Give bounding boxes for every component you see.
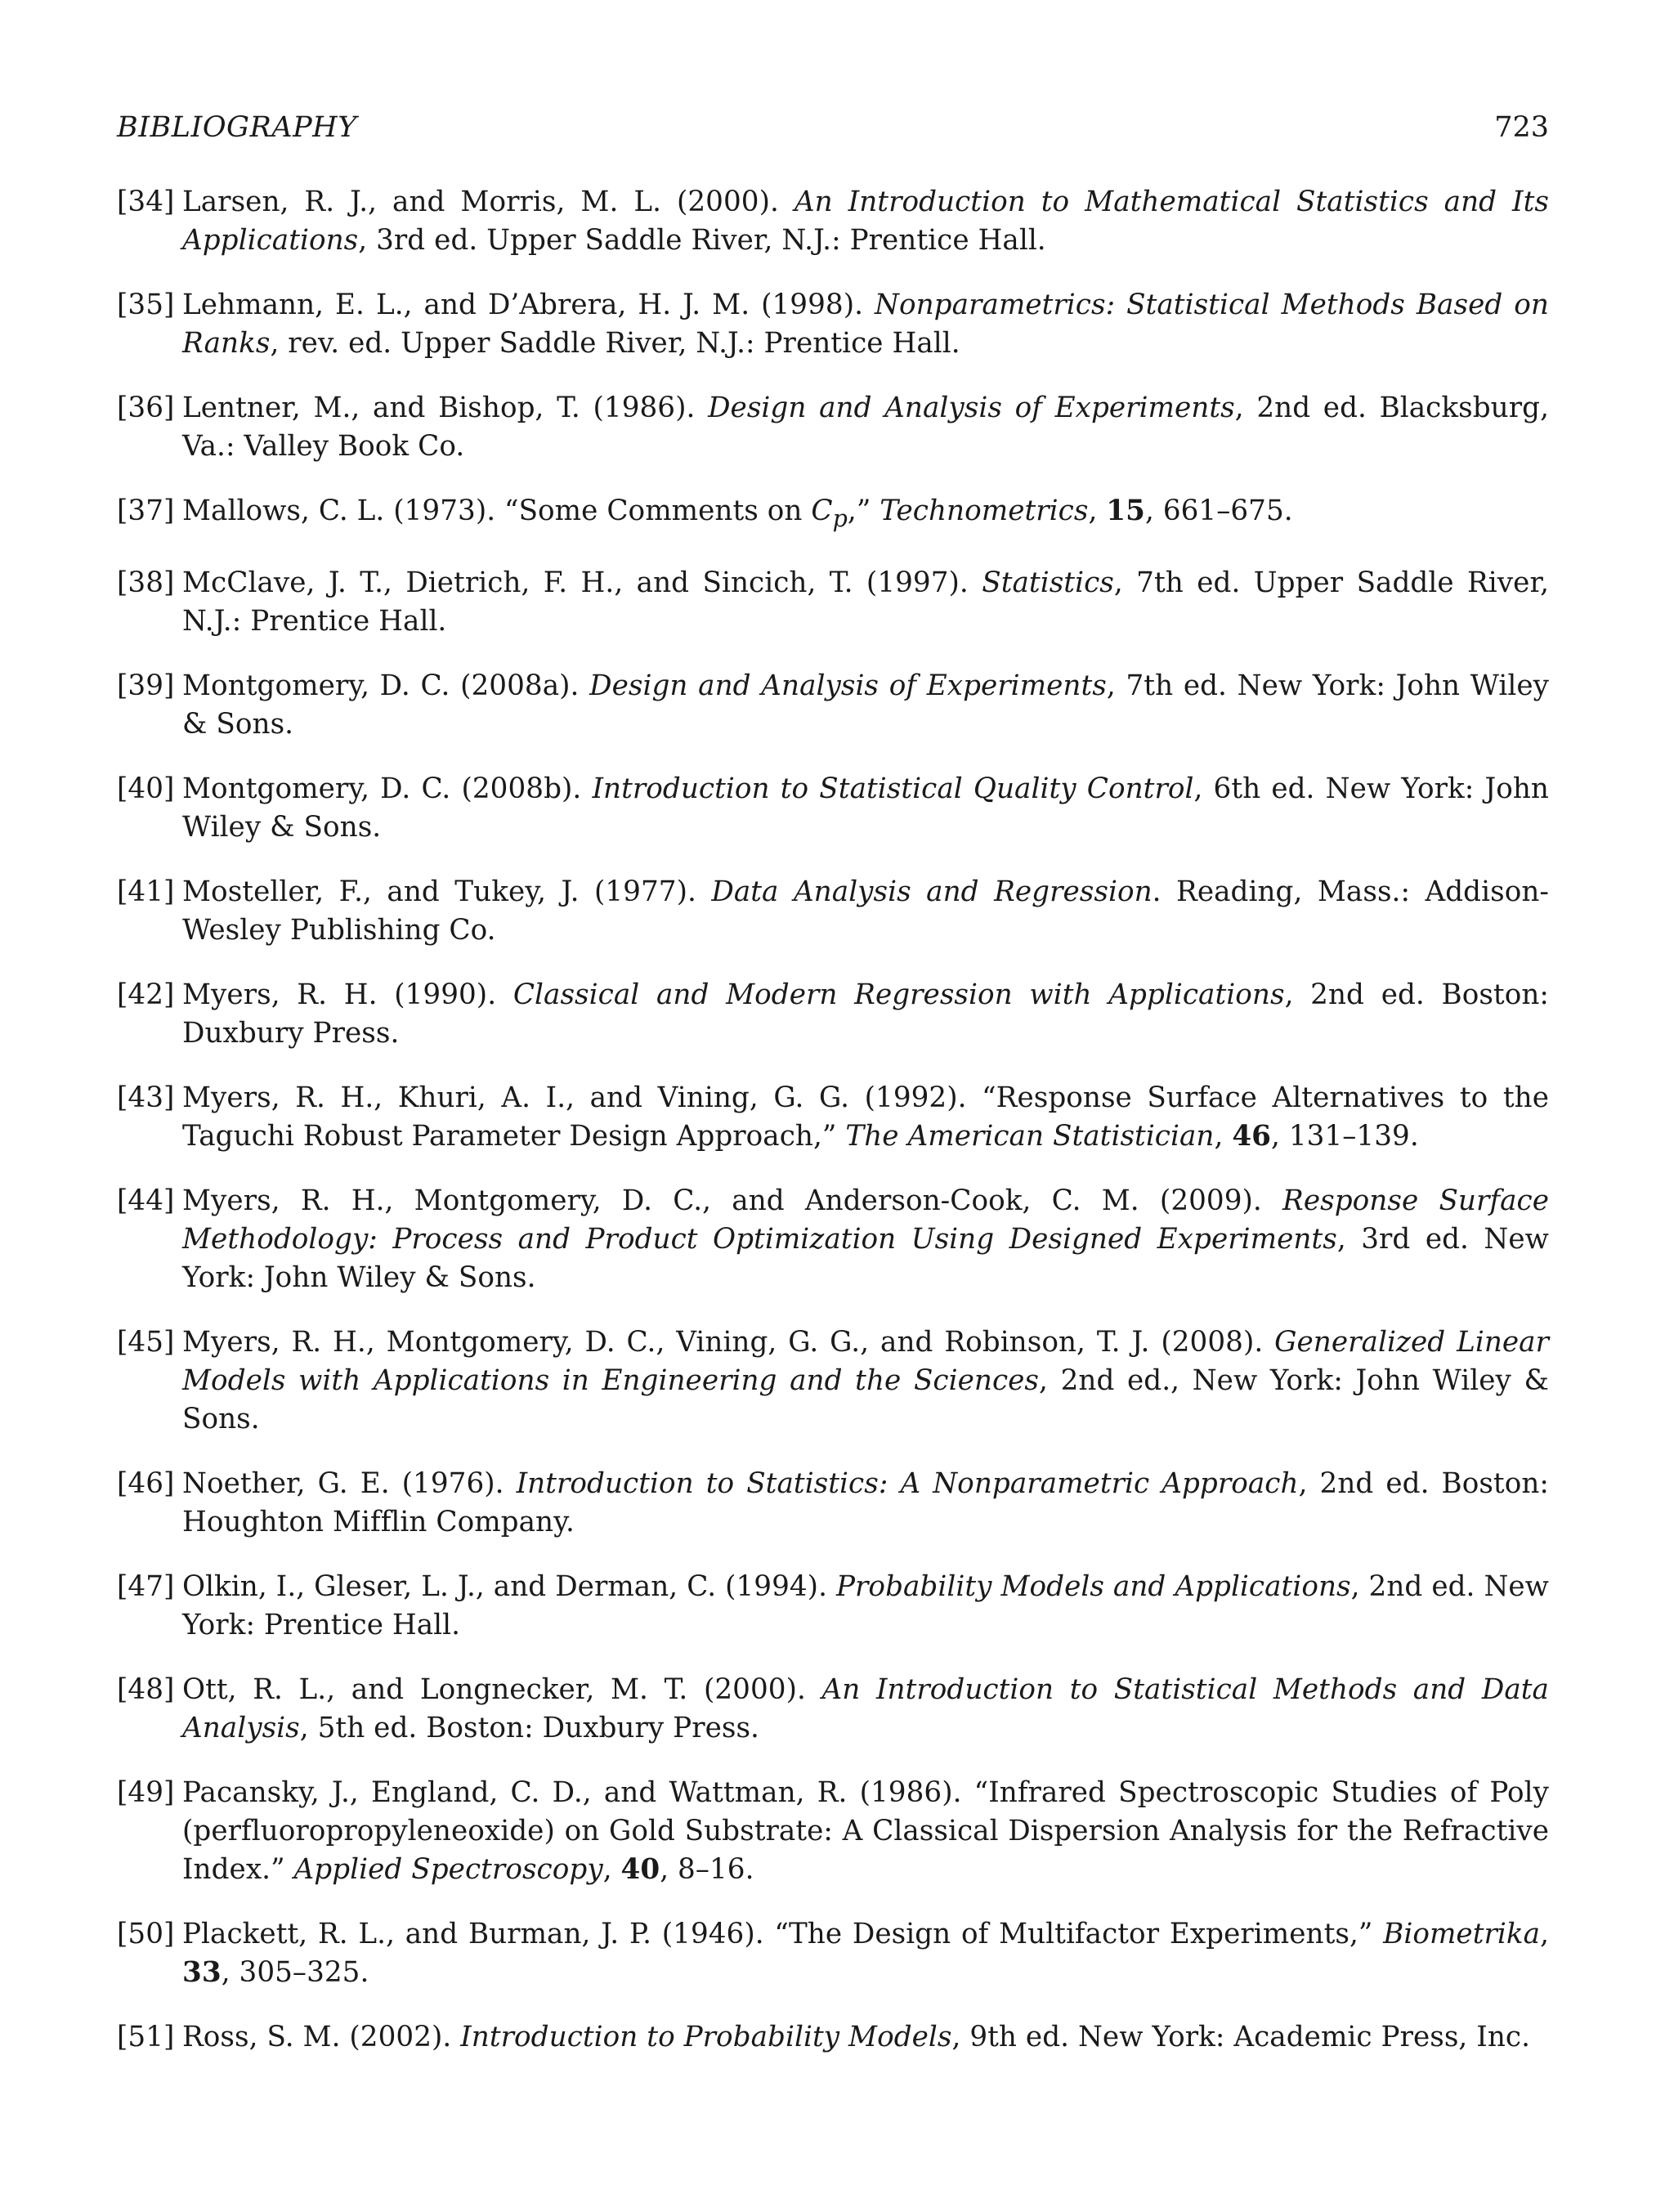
reference-segment: Plackett, R. L., and Burman, J. P. (1946). “The Design of Multifactor Experiments,” (182, 1917, 1384, 1950)
reference-segment: , 131–139. (1271, 1119, 1419, 1153)
reference-segment: Montgomery, D. C. (2008a). (182, 669, 590, 702)
reference-entry (117, 1465, 1549, 1542)
reference-segment: , 7th ed. Upper Saddle River, N.J.: Prentice Hall. (182, 566, 1549, 638)
reference-text (182, 186, 1549, 257)
reference-segment: . Reading, Mass.: Addison-Wesley Publishing Co. (182, 875, 1549, 947)
reference-entry (117, 667, 1549, 744)
reference-text (182, 1326, 1549, 1435)
italic-title: C (811, 495, 833, 527)
reference-entry (117, 1915, 1549, 1992)
italic-title: An Introduction to Statistical Methods and Data Analysis (182, 1672, 1549, 1744)
reference-text (182, 495, 1293, 532)
italic-title: Probability Models and Applications (835, 1569, 1351, 1603)
reference-segment: Pacansky, J., England, C. D., and Wattman, R. (1986). “Infrared Spectroscopic Studies of Poly (perfluoropropyleneoxide) on Gold Substrate: A Classical Dispersion Analysis for the Refractive Index.” (182, 1775, 1549, 1886)
reference-text (182, 772, 1549, 844)
reference-number: [46] (117, 1466, 175, 1500)
reference-segment: , 8–16. (660, 1852, 754, 1886)
reference-entry (117, 389, 1549, 466)
reference-entry (117, 1568, 1549, 1645)
reference-entry (117, 2018, 1549, 2057)
reference-segment: Ross, S. M. (2002). (182, 2020, 461, 2053)
reference-number: [37] (117, 495, 175, 527)
reference-entry (117, 873, 1549, 950)
reference-number: [50] (117, 1917, 175, 1950)
reference-number: [36] (117, 392, 175, 424)
reference-segment: , 2nd ed., New York: John Wiley & Sons. (182, 1363, 1549, 1435)
reference-entry (117, 1323, 1549, 1439)
reference-entry (117, 976, 1549, 1053)
italic-title: Response Surface Methodology: Process and Product Optimization Using Designed Experiments (182, 1184, 1549, 1256)
reference-text (182, 2021, 1530, 2053)
reference-segment: Mallows, C. L. (1973). “Some Comments on (182, 495, 812, 527)
reference-text (182, 1776, 1549, 1886)
italic-title: Statistics (982, 566, 1114, 599)
reference-text (182, 1184, 1549, 1294)
reference-number: [48] (117, 1672, 175, 1706)
reference-entry (117, 1774, 1549, 1889)
reference-segment: , 9th ed. New York: Academic Press, Inc. (951, 2020, 1530, 2053)
reference-text (182, 1673, 1549, 1744)
volume-number: 46 (1232, 1119, 1272, 1153)
subscript-text: p (832, 504, 848, 532)
reference-text (182, 289, 1549, 360)
reference-segment: , 3rd ed. New York: John Wiley & Sons. (182, 1222, 1549, 1294)
italic-title: Introduction to Statistical Quality Control (592, 772, 1194, 805)
reference-number: [51] (117, 2020, 175, 2053)
reference-text (182, 1918, 1549, 1989)
italic-title: Generalized Linear Models with Applications in Engineering and the Sciences (182, 1325, 1549, 1397)
reference-number: [47] (117, 1569, 175, 1603)
reference-text (182, 1570, 1549, 1641)
italic-title: The American Statistician (845, 1119, 1215, 1153)
italic-title: Data Analysis and Regression (711, 875, 1153, 908)
reference-segment: ,” (847, 495, 880, 527)
reference-segment: Montgomery, D. C. (2008b). (182, 772, 593, 805)
reference-entry (117, 183, 1549, 260)
reference-segment: , rev. ed. Upper Saddle River, N.J.: Prentice Hall. (270, 327, 960, 360)
reference-list (117, 183, 1549, 2057)
reference-segment: , 2nd ed. New York: Prentice Hall. (182, 1569, 1549, 1641)
italic-title: Introduction to Probability Models (460, 2020, 952, 2053)
reference-segment: Ott, R. L., and Longnecker, M. T. (2000). (182, 1672, 822, 1706)
reference-number: [43] (117, 1081, 175, 1114)
reference-number: [42] (117, 978, 175, 1011)
reference-entry (117, 564, 1549, 641)
italic-title: Introduction to Statistics: A Nonparametric Approach (516, 1466, 1299, 1500)
reference-segment: , 5th ed. Boston: Duxbury Press. (299, 1711, 759, 1744)
reference-segment: Noether, G. E. (1976). (182, 1466, 517, 1500)
reference-text (182, 566, 1549, 638)
running-head (117, 108, 1549, 147)
reference-segment: , (1088, 495, 1107, 527)
bibliography-page (117, 108, 1549, 2083)
reference-number: [40] (117, 772, 175, 805)
reference-segment: , 661–675. (1144, 495, 1293, 527)
reference-text (182, 875, 1549, 947)
page-number: 723 (1494, 111, 1549, 144)
italic-title: Biometrika (1383, 1917, 1541, 1950)
reference-segment: Myers, R. H., Montgomery, D. C., Vining, G. G., and Robinson, T. J. (2008). (182, 1325, 1275, 1359)
italic-title: Nonparametrics: Statistical Methods Based on Ranks (182, 289, 1549, 360)
reference-segment: , 7th ed. New York: John Wiley & Sons. (182, 669, 1549, 741)
reference-segment: , (1214, 1119, 1233, 1153)
italic-title: An Introduction to Mathematical Statistics and Its Applications (182, 186, 1549, 257)
reference-segment: , 3rd ed. Upper Saddle River, N.J.: Prentice Hall. (358, 224, 1046, 257)
reference-segment: Olkin, I., Gleser, L. J., and Derman, C. (1994). (182, 1569, 836, 1603)
italic-title: Design and Analysis of Experiments (708, 392, 1235, 424)
reference-segment: Myers, R. H., Montgomery, D. C., and Anderson-Cook, C. M. (2009). (182, 1184, 1283, 1217)
italic-title: Classical and Modern Regression with Applications (512, 978, 1285, 1011)
italic-title: Design and Analysis of Experiments (589, 669, 1107, 702)
reference-text (182, 669, 1549, 741)
reference-number: [35] (117, 289, 175, 321)
reference-segment: Myers, R. H., Khuri, A. I., and Vining, G. G. (1992). “Response Surface Alternatives to the Taguchi Robust Parameter Design Approach,” (182, 1081, 1549, 1153)
reference-segment: Larsen, R. J., and Morris, M. L. (2000). (182, 186, 794, 218)
reference-entry (117, 1671, 1549, 1748)
reference-entry (117, 1182, 1549, 1297)
reference-number: [45] (117, 1325, 175, 1359)
italic-title: Applied Spectroscopy (293, 1852, 603, 1886)
reference-text (182, 1081, 1549, 1153)
reference-text (182, 978, 1549, 1050)
reference-segment: Myers, R. H. (1990). (182, 978, 513, 1011)
reference-segment: Lentner, M., and Bishop, T. (1986). (182, 392, 709, 424)
reference-segment: , 305–325. (221, 1955, 369, 1989)
reference-text (182, 392, 1549, 463)
reference-number: [34] (117, 186, 175, 218)
reference-entry (117, 286, 1549, 363)
volume-number: 15 (1106, 495, 1145, 527)
reference-entry (117, 770, 1549, 847)
reference-segment: , (1540, 1917, 1549, 1950)
reference-number: [39] (117, 669, 175, 702)
reference-segment: , (602, 1852, 621, 1886)
reference-number: [41] (117, 875, 175, 908)
reference-segment: , 2nd ed. Blacksburg, Va.: Valley Book Co. (182, 392, 1549, 463)
reference-entry (117, 1079, 1549, 1156)
reference-segment: McClave, J. T., Dietrich, F. H., and Sincich, T. (1997). (182, 566, 982, 599)
reference-number: [49] (117, 1775, 175, 1809)
reference-number: [44] (117, 1184, 175, 1217)
reference-segment: Lehmann, E. L., and D’Abrera, H. J. M. (1998). (182, 289, 875, 321)
reference-segment: Mosteller, F., and Tukey, J. (1977). (182, 875, 712, 908)
volume-number: 40 (620, 1852, 660, 1886)
volume-number: 33 (182, 1955, 222, 1989)
section-title: BIBLIOGRAPHY (117, 111, 357, 144)
reference-number: [38] (117, 566, 175, 599)
reference-segment: , 2nd ed. Boston: Houghton Mifflin Company. (182, 1466, 1549, 1538)
italic-title: Technometrics (880, 495, 1089, 527)
reference-segment: , 2nd ed. Boston: Duxbury Press. (182, 978, 1549, 1050)
reference-entry (117, 492, 1549, 538)
reference-segment: , 6th ed. New York: John Wiley & Sons. (182, 772, 1549, 844)
reference-text (182, 1467, 1549, 1538)
